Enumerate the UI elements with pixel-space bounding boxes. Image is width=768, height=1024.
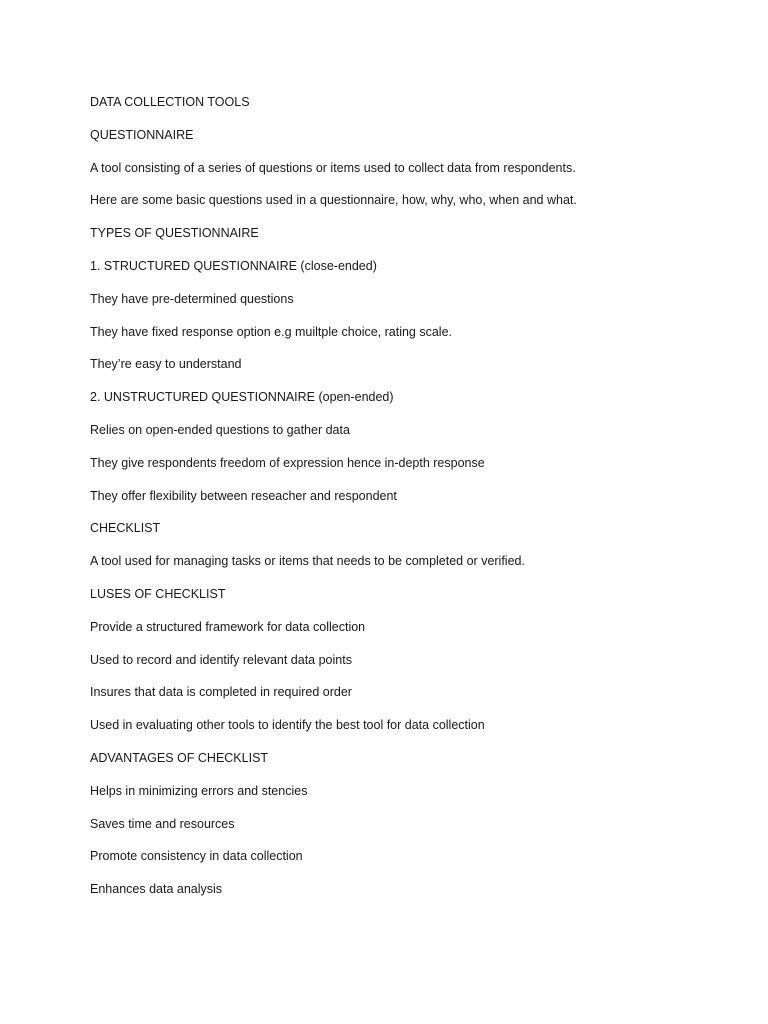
paragraph: They have fixed response option e.g muiltple choice, rating scale. bbox=[90, 324, 453, 339]
paragraph: Insures that data is completed in required order bbox=[90, 685, 352, 700]
paragraph: Provide a structured framework for data collection bbox=[90, 619, 366, 634]
paragraph: A tool consisting of a series of questions or items used to collect data from respondents. bbox=[90, 160, 576, 175]
paragraph: Here are some basic questions used in a questionnaire, how, why, who, when and what. bbox=[90, 193, 577, 208]
paragraph: Saves time and resources bbox=[90, 816, 235, 831]
section-heading-advantages: ADVANTAGES OF CHECKLIST bbox=[90, 750, 269, 765]
subheading-unstructured: 2. UNSTRUCTURED QUESTIONNAIRE (open-ended) bbox=[90, 390, 394, 405]
paragraph: They give respondents freedom of expression hence in-depth response bbox=[90, 455, 485, 470]
document-body bbox=[90, 93, 710, 913]
paragraph: Promote consistency in data collection bbox=[90, 849, 303, 864]
paragraph: A tool used for managing tasks or items that needs to be completed or verified. bbox=[90, 554, 525, 569]
section-heading-questionnaire: QUESTIONNAIRE bbox=[90, 127, 194, 142]
paragraph: Enhances data analysis bbox=[90, 882, 223, 897]
paragraph: Helps in minimizing errors and stencies bbox=[90, 783, 308, 798]
section-heading-uses: LUSES OF CHECKLIST bbox=[90, 586, 226, 601]
paragraph: They have pre-determined questions bbox=[90, 291, 294, 306]
paragraph: Relies on open-ended questions to gather data bbox=[90, 422, 350, 437]
section-heading-checklist: CHECKLIST bbox=[90, 521, 161, 536]
subheading-structured: 1. STRUCTURED QUESTIONNAIRE (close-ended) bbox=[90, 258, 377, 273]
paragraph: Used in evaluating other tools to identify the best tool for data collection bbox=[90, 718, 485, 733]
paragraph: They’re easy to understand bbox=[90, 357, 242, 372]
paragraph: Used to record and identify relevant data points bbox=[90, 652, 352, 667]
document-title: DATA COLLECTION TOOLS bbox=[90, 95, 250, 109]
paragraph: They offer flexibility between reseacher and respondent bbox=[90, 488, 397, 503]
section-heading-types: TYPES OF QUESTIONNAIRE bbox=[90, 226, 259, 241]
